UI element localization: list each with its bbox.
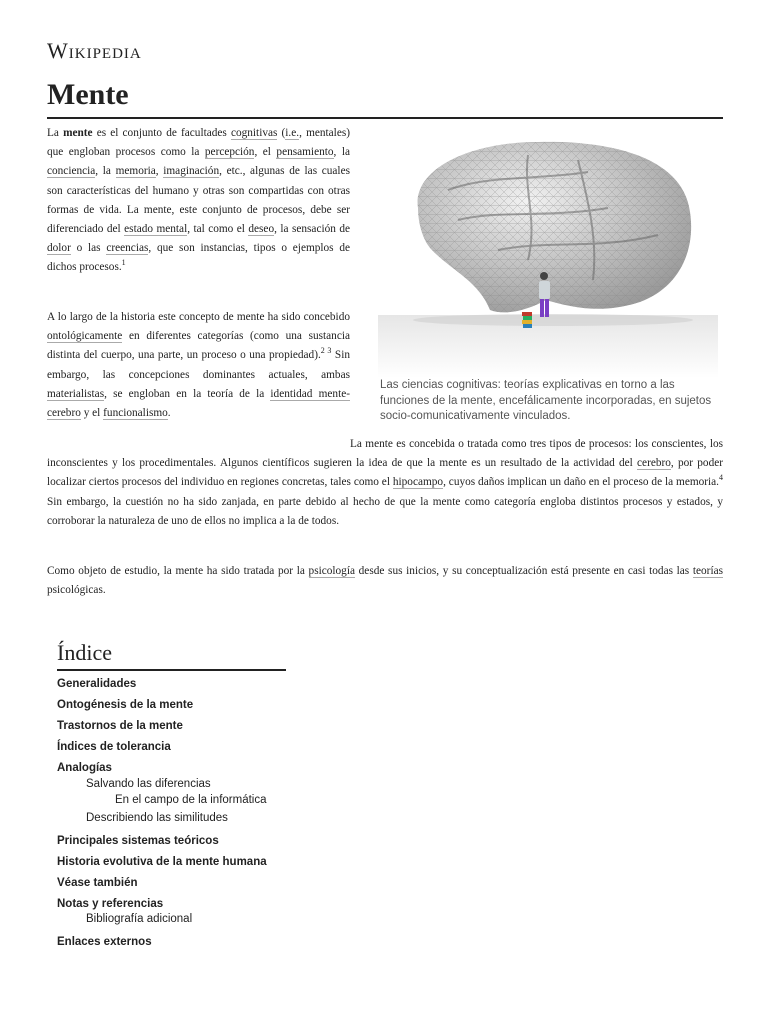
ref-2-3[interactable]: 2 3 xyxy=(320,346,332,356)
page-title: Mente xyxy=(47,78,129,111)
toc-item-vease[interactable]: Véase también xyxy=(57,877,138,889)
toc-item-analogias[interactable]: Analogías xyxy=(57,762,112,774)
link-funcionalismo[interactable]: funcionalismo xyxy=(103,407,168,420)
link-pensamiento[interactable]: pensamiento xyxy=(276,146,334,159)
link-ontologicamente[interactable]: ontológicamente xyxy=(47,330,123,343)
link-teorias[interactable]: teorías xyxy=(692,565,723,577)
intro-paragraph-1: La mente es el conjunto de facultades cognitivas (i.e., mentales) que engloban procesos como la percepción, el pensamiento, la conciencia, la memoria, imaginación, etc., algunas de las cuales son características del humano y otras son compartidas con otras formas de vida. La mente, este conjunto de procesos, debe ser diferenciado del estado mental, tal como el deseo, la sensación de dolor o las creencias, que son instancias, tipos o ejemplos de dichos procesos.$^1$ xyxy=(47,127,351,274)
toc-item-informatica[interactable]: En el campo de la informática xyxy=(115,794,267,806)
toc-item-indices[interactable]: Índices de tolerancia xyxy=(57,741,171,753)
toc-item-sistemas[interactable]: Principales sistemas teóricos xyxy=(57,835,219,847)
link-estado-mental[interactable]: estado mental xyxy=(124,223,188,236)
link-conciencia[interactable]: conciencia xyxy=(47,165,96,178)
link-psicologia[interactable]: psicología xyxy=(308,565,355,577)
link-identidad[interactable]: identidad mente-cerebro xyxy=(47,387,350,420)
ref-4[interactable]: 4 xyxy=(719,473,724,483)
intro-paragraph-2: A lo largo de la historia este concepto de mente ha sido concebido ontológicamente en diferentes categorías (como una sustancia distinta del cuerpo, una parte, un proceso o una propiedad).$^{2 3}$ Sin embargo, las concepciones dominantes actuales, ambas materialistas, se engloban en la teoría de la identidad mente-cerebro y el funcionalismo. xyxy=(47,311,350,420)
toc-item-generalidades[interactable]: Generalidades xyxy=(57,678,137,690)
link-cerebro[interactable]: cerebro xyxy=(637,457,671,470)
link-deseo[interactable]: deseo xyxy=(248,223,275,236)
toc-title: Índice xyxy=(57,640,112,665)
intro-paragraph-4: Como objeto de estudio, la mente ha sido tratada por la psicología desde sus inicios, y su conceptualización está presente en casi todas las teorías psicológicas. xyxy=(47,565,723,597)
link-hipocampo[interactable]: hipocampo xyxy=(392,476,444,489)
toc-item-enlaces[interactable]: Enlaces externos xyxy=(57,936,152,948)
figure-caption: Las ciencias cognitivas: teorías explicativas en torno a las funciones de la mente, encefálicamente incorporadas, en sujetos socio-comunicativamente vinculados. xyxy=(380,379,712,423)
intro-paragraph-3: La mente es concebida o tratada como tres tipos de procesos: los conscientes, los inconscientes y los procedimentales. Algunos científicos sugieren la idea de que la mente es un resultado de la actividad del cerebro, por poder localizar ciertos procesos del individuo en regiones concretas, tales como el hipocampo, cuyos daños implican un daño en el proceso de la memoria.$^4$ Sin embargo, la cuestión no ha sido zanjada, en parte debido al hecho de que la mente como categoría engloba distintos procesos y estados, y corroborar la naturaleza de uno de ellos no implica a la de todos. xyxy=(47,438,724,527)
toc-item-notas[interactable]: Notas y referencias xyxy=(57,898,164,910)
link-creencias[interactable]: creencias xyxy=(106,242,149,255)
link-memoria[interactable]: memoria xyxy=(115,165,156,178)
toc-divider xyxy=(57,669,286,671)
link-dolor[interactable]: dolor xyxy=(47,242,71,255)
toc-item-describiendo[interactable]: Describiendo las similitudes xyxy=(86,812,228,824)
toc-item-salvando[interactable]: Salvando las diferencias xyxy=(86,778,211,790)
toc-item-ontogenesis[interactable]: Ontogénesis de la mente xyxy=(57,699,194,711)
link-imaginacion[interactable]: imaginación xyxy=(163,165,220,178)
link-percepcion[interactable]: percepción xyxy=(204,146,255,159)
link-ie[interactable]: i.e. xyxy=(285,127,300,139)
brain-image xyxy=(378,120,718,378)
link-cognitivas[interactable]: cognitivas xyxy=(230,127,278,139)
toc-item-trastornos[interactable]: Trastornos de la mente xyxy=(57,720,183,732)
ref-1[interactable]: 1 xyxy=(121,258,126,268)
wikipedia-logo[interactable]: Wikipedia xyxy=(47,38,142,63)
title-divider xyxy=(47,117,723,119)
brain-figure[interactable] xyxy=(378,120,718,378)
toc-item-historia[interactable]: Historia evolutiva de la mente humana xyxy=(57,856,267,868)
link-materialistas[interactable]: materialistas xyxy=(47,387,105,400)
toc-item-bibliografia[interactable]: Bibliografía adicional xyxy=(86,913,193,925)
